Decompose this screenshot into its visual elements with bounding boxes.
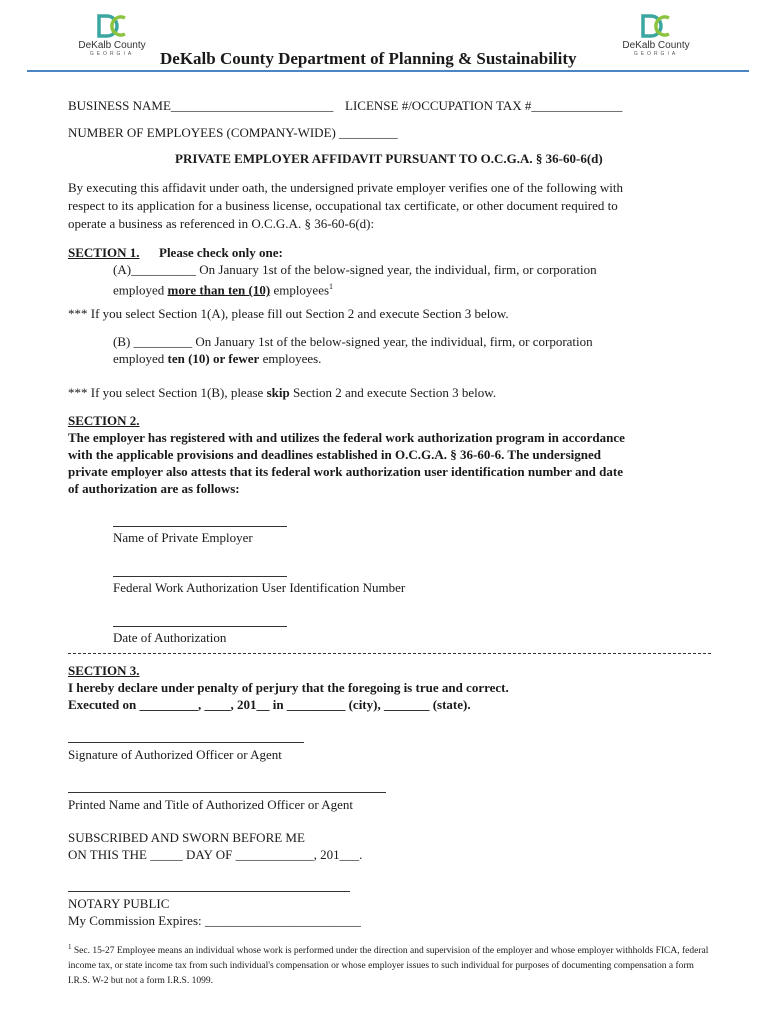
section2-line: of authorization are as follows: bbox=[68, 481, 240, 496]
user-id-label: Federal Work Authorization User Identification Number bbox=[113, 580, 406, 595]
option-b-checkbox[interactable]: (B) _________ On January 1st of the below-signed year, the individual, firm, or corporation bbox=[113, 334, 593, 349]
logo-subtext: GEORGIA bbox=[633, 51, 679, 57]
option-b-emphasis: ten (10) or fewer bbox=[167, 351, 260, 366]
footnote-text: Sec. 15-27 Employee means an individual whose work is performed under the direction and supervision of the employer and whose employer withholds FICA, federal income tax, or state income tax from such individual's compensation or whose employer issues to such individual for purposes of documenting compensation a form I.R.S. W-2 but not a form I.R.S. 1099. bbox=[68, 946, 709, 987]
printed-name-blank[interactable] bbox=[68, 792, 386, 793]
section-divider bbox=[68, 653, 711, 654]
option-a-text: employed bbox=[113, 282, 168, 298]
employee-count-field[interactable]: NUMBER OF EMPLOYEES (COMPANY-WIDE) _________ bbox=[68, 125, 398, 140]
intro-line: respect to its application for a business license, occupational tax certificate, or other document required to bbox=[68, 198, 618, 213]
logo-subtext: GEORGIA bbox=[89, 51, 135, 57]
employer-name-blank[interactable] bbox=[113, 526, 287, 527]
signature-blank[interactable] bbox=[68, 742, 304, 743]
note-b-text: *** If you select Section 1(B), please bbox=[68, 385, 267, 400]
note-option-a: *** If you select Section 1(A), please fill out Section 2 and execute Section 3 below. bbox=[68, 306, 509, 321]
user-id-blank[interactable] bbox=[113, 576, 287, 577]
dekalb-logo-left bbox=[72, 14, 152, 57]
section2-line: with the applicable provisions and deadlines established in O.C.G.A. § 36-60-6. The undersigned bbox=[68, 447, 601, 462]
option-a-text-end: employees bbox=[270, 282, 330, 298]
section1-label: SECTION 1. bbox=[68, 245, 140, 260]
auth-date-blank[interactable] bbox=[113, 626, 287, 627]
section2-label: SECTION 2. bbox=[68, 413, 140, 428]
intro-line: By executing this affidavit under oath, the undersigned private employer verifies one of the following with bbox=[68, 180, 624, 195]
printed-name-label: Printed Name and Title of Authorized Officer or Agent bbox=[68, 797, 353, 812]
logo-text: DeKalb County bbox=[78, 40, 146, 51]
section3-label: SECTION 3. bbox=[68, 663, 140, 678]
notary-label: NOTARY PUBLIC bbox=[68, 896, 170, 911]
option-a-checkbox[interactable]: (A)__________ On January 1st of the below-signed year, the individual, firm, or corporation bbox=[113, 262, 597, 277]
option-b-text-end: employees. bbox=[259, 351, 322, 366]
option-b-text: employed bbox=[113, 351, 168, 366]
section1-instruction: Please check only one: bbox=[159, 245, 283, 260]
employer-name-label: Name of Private Employer bbox=[113, 530, 253, 545]
note-b-text-end: Section 2 and execute Section 3 below. bbox=[289, 385, 497, 400]
footnote-ref: 1 bbox=[329, 282, 334, 291]
business-name-field[interactable]: BUSINESS NAME_________________________ bbox=[68, 98, 334, 113]
header-rule bbox=[27, 70, 749, 72]
perjury-declaration: I hereby declare under penalty of perjury that the foregoing is true and correct. bbox=[68, 680, 509, 695]
note-b-emphasis: skip bbox=[266, 385, 290, 400]
commission-expires-field[interactable]: My Commission Expires: ________________________ bbox=[68, 913, 361, 928]
footnote-mark: 1 bbox=[68, 943, 72, 951]
option-b-detail bbox=[113, 350, 321, 367]
dc-logo-icon bbox=[97, 14, 127, 40]
executed-on-field[interactable]: Executed on _________, ____, 201__ in _________ (city), _______ (state). bbox=[68, 697, 471, 712]
section2-line: The employer has registered with and utilizes the federal work authorization program in accordance bbox=[68, 430, 625, 445]
auth-date-label: Date of Authorization bbox=[113, 630, 227, 645]
option-a-detail bbox=[113, 278, 333, 298]
section2-line: private employer also attests that its federal work authorization user identification number and date bbox=[68, 464, 623, 479]
intro-line: operate a business as referenced in O.C.G.A. § 36-60-6(d): bbox=[68, 216, 375, 231]
footnote bbox=[68, 940, 718, 989]
dc-logo-icon bbox=[641, 14, 671, 40]
signature-label: Signature of Authorized Officer or Agent bbox=[68, 747, 282, 762]
notary-signature-blank[interactable] bbox=[68, 891, 350, 892]
license-field[interactable]: LICENSE #/OCCUPATION TAX #______________ bbox=[345, 98, 623, 113]
option-a-emphasis: more than ten (10) bbox=[167, 282, 271, 298]
note-option-b bbox=[68, 384, 496, 401]
sworn-line: SUBSCRIBED AND SWORN BEFORE ME bbox=[68, 830, 305, 845]
page-title: DeKalb County Department of Planning & Sustainability bbox=[160, 49, 577, 68]
affidavit-heading: PRIVATE EMPLOYER AFFIDAVIT PURSUANT TO O.C.G.A. § 36-60-6(d) bbox=[175, 151, 603, 166]
logo-text: DeKalb County bbox=[622, 40, 690, 51]
sworn-date-field[interactable]: ON THIS THE _____ DAY OF ____________, 201___. bbox=[68, 847, 363, 862]
dekalb-logo-right bbox=[616, 14, 696, 57]
